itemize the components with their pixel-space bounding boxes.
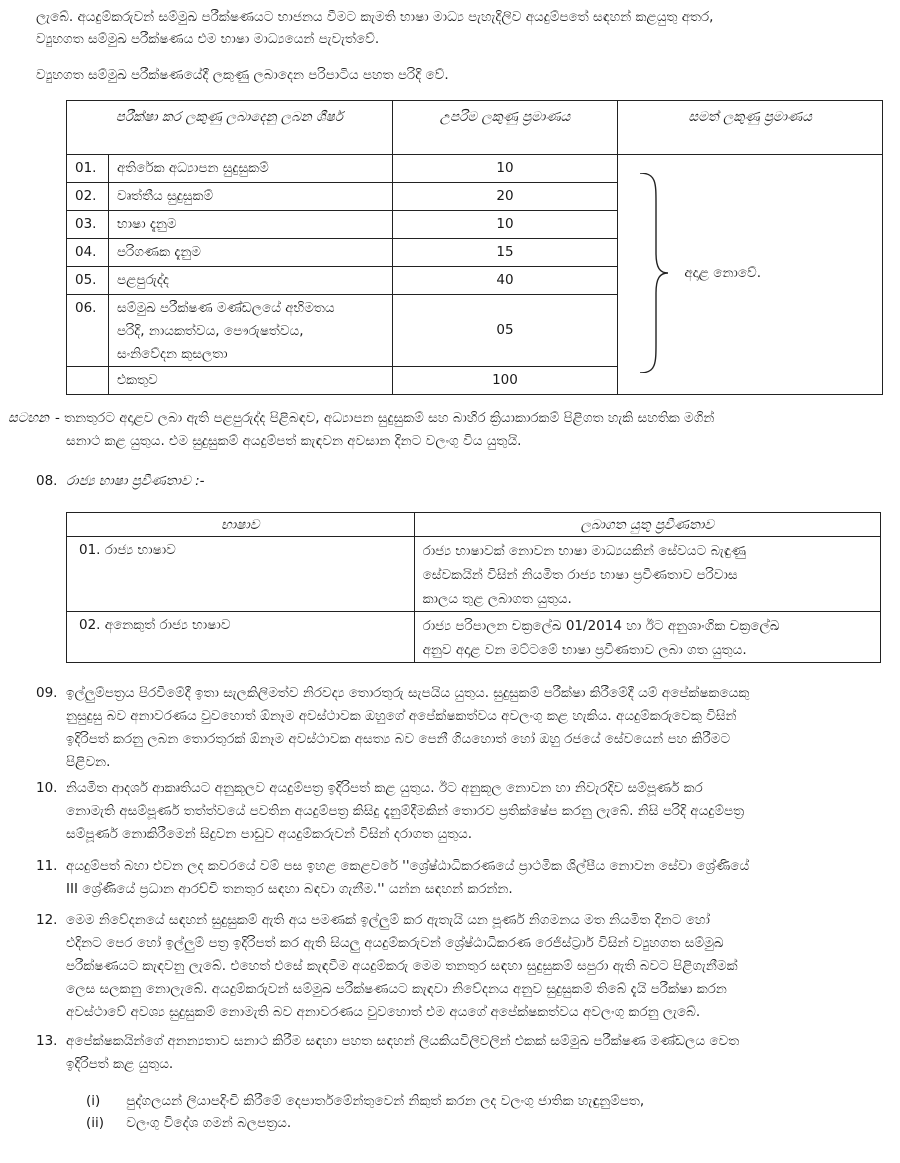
- header-pass: සමත් ලකුණු ප්‍රමාණය: [618, 101, 883, 155]
- list-item-number: (ii): [86, 1115, 105, 1131]
- header-item: පරීක්ෂා කර ලකුණු ලබාදෙනු ලබන ශීර්ෂ: [67, 101, 393, 155]
- total-no: [67, 367, 109, 395]
- section-line: නොමැති අසම්පූර්ණ තත්ත්වයේ පවතින අයදුම්පත්‍ර කිසිදු දැනුම්දීමකින් තොරව ප්‍රතික්ෂේප කරනු ලැබේ. නිසි පරිදි අයදුම්පත්‍ර: [66, 803, 745, 819]
- section-title: රාජ්‍ය භාෂා ප්‍රවීණතාව :-: [66, 473, 205, 489]
- table-header-row: [67, 101, 883, 155]
- row-item: පළපුරුද්ද: [108, 267, 392, 295]
- brace-icon: [634, 173, 674, 373]
- list-item: [86, 1110, 291, 1137]
- intro-line: ලැබේ. අයදුම්කරුවන් සම්මුඛ පරීක්ෂණයට භාජනය වීමට කැමති භාෂා මාධ්‍ය පැහැදිලිව අයදුම්පතේ සඳහන් කළයුතු අතර,: [36, 9, 714, 25]
- section-line: ඉදිරිපත් කළ යුතුය.: [66, 1056, 174, 1072]
- section-line: ලෙස සලකනු නොලැබේ. අයදුම්කරුවන් සම්මුඛ පරීක්ෂණයට කැඳවා නිවේදනය අනුව සුදුසුකම් තිබේ දැයි පරීක්ෂා කරන: [66, 981, 727, 997]
- row-item-line: සම්මුඛ පරීක්ෂණ මණ්ඩලයේ අභිමතය: [116, 300, 335, 316]
- row-max: 15: [392, 239, 618, 267]
- row-no: 05.: [67, 267, 109, 295]
- row-no: 01.: [67, 155, 109, 183]
- intro-line: ව්‍යුහගත සම්මුඛ පරීක්ෂණය එම භාෂා මාධ්‍යයෙන් පැවැත්වේ.: [36, 31, 380, 47]
- row-item: [108, 295, 392, 367]
- table-row: [67, 612, 881, 663]
- row-item: භාෂා දැනුම: [108, 211, 392, 239]
- row-proficiency-line: කාලය තුළ ලබාගත යුතුය.: [422, 591, 572, 607]
- section-number: 11.: [36, 858, 58, 874]
- row-item-line: පරිදි, නායකත්වය, පෞරුෂත්වය,: [116, 323, 304, 339]
- language-table: [66, 512, 881, 663]
- section-line: පරීක්ෂණයට කැඳවනු ලැබේ. එහෙත් එසේ කැඳවීම අයදුම්කරු මෙම තනතුර සඳහා සුදුසුකම් සපුරා ඇති බවට පිළිගැනීමක්: [66, 958, 738, 974]
- note-label: සටහන: [8, 410, 49, 426]
- row-item-line: සංනිවේදන කුසලතා: [116, 346, 228, 362]
- table-row: [67, 537, 881, 612]
- row-proficiency: [414, 612, 880, 663]
- header-max: උපරිම ලකුණු ප්‍රමාණය: [392, 101, 618, 155]
- row-max: 10: [392, 155, 618, 183]
- section-line: නුසුදුසු බව අනාවරණය වුවහොත් ඕනෑම අවස්ථාවක ඔහුගේ අපේක්ෂකත්වය අවලංගු කළ හැකිය. අයදුම්කරුවෙකු විසින්: [66, 708, 737, 724]
- row-no: 02.: [67, 183, 109, 211]
- section-line: නියමිත ආදර්ශ ආකෘතියට අනුකූලව අයදුම්පත්‍ර ඉදිරිපත් කළ යුතුය. ඊට අනුකූල නොවන හා නිවැරදිව සම්පූර්ණ කර: [66, 780, 703, 796]
- row-proficiency-line: සේවකයින් විසින් නියමිත රාජ්‍ය භාෂා ප්‍රවීණතාව පරිවාස: [422, 567, 738, 583]
- section-line: අයදුම්පත් බහා එවන ලද කවරයේ වම් පස ඉහළ කෙළවරේ ''ශ්‍රේෂ්ඨාධිකරණයේ ප්‍රාථමික ශිල්පීය නොවන සේවා ශ්‍රේණියේ: [66, 858, 750, 874]
- section-number: 08.: [36, 473, 58, 489]
- section-line: අපේක්ෂකයින්ගේ අනන්‍යතාව සනාථ කිරීම සඳහා පහත සඳහන් ලියකියවිලිවලින් එකක් සම්මුඛ පරීක්ෂණ මණ්ඩලය වෙත: [66, 1033, 740, 1049]
- note-line: - තනතුරට අදාළව ලබා ඇති පළපුරුද්ද පිළිබඳව, අධ්‍යාපන සුදුසුකම් සහ බාහිර ක්‍රියාකාරකම් පිළිගත හැකි සහතික මගින්: [55, 410, 715, 426]
- row-proficiency-line: රාජ්‍ය පරිපාලන චක්‍රලේඛ 01/2014 හා ඊට අනුශාංගික චක්‍රලේඛ: [422, 618, 780, 634]
- header-proficiency: ලබාගත යුතු ප්‍රවීණතාව: [414, 513, 880, 537]
- section-line: ඉදිරිපත් කරනු ලබන තොරතුරක් ඕනෑම අවස්ථාවක අසත්‍ය බව පෙනී ගියහොත් හෝ ඔහු රජයේ සේවයෙන් පහ කිරීමට: [66, 731, 731, 747]
- total-label: එකතුව: [108, 367, 392, 395]
- section-line: පිළිවන.: [66, 754, 111, 770]
- row-no: 03.: [67, 211, 109, 239]
- note-line: සනාථ කළ යුතුය. එම සුදුසුකම් අයදුම්පත් කැඳවන අවසාන දිනට වලංගු විය යුතුයි.: [66, 433, 522, 449]
- row-language: 02. අනෙකුත් රාජ්‍ය භාෂාව: [67, 612, 415, 663]
- row-max: 20: [392, 183, 618, 211]
- marks-table: [66, 100, 883, 395]
- section-line: අවස්ථාවේ අවශ්‍ය සුදුසුකම් නොමැති බව අනාවරණය වුවහොත් එම අයගේ අපේක්ෂකත්වය අවලංගු කරනු ලැබේ.: [66, 1004, 701, 1020]
- row-no: 06.: [67, 295, 109, 367]
- table-header-row: [67, 513, 881, 537]
- section-number: 12.: [36, 912, 58, 928]
- row-language: 01. රාජ්‍ය භාෂාව: [67, 537, 415, 612]
- list-item-number: (i): [86, 1093, 101, 1109]
- row-max: 10: [392, 211, 618, 239]
- section-number: 13.: [36, 1033, 58, 1049]
- section-line: සම්පූර්ණ නොකිරීමෙන් සිදුවන පාඩුව අයදුම්කරුවන් විසින් දරාගත යුතුය.: [66, 826, 473, 842]
- section-line: ඉල්ලුම්පත්‍රය පිරවීමේදී ඉතා සැලකිලිමත්ව නිරවද්‍ය තොරතුරු සැපයිය යුතුය. සුදුසුකම් පරීක්ෂා කිරීමේදී යම් අපේක්ෂකයෙකු: [66, 685, 750, 701]
- row-proficiency: [414, 537, 880, 612]
- intro-line: ව්‍යුහගත සම්මුඛ පරීක්ෂණයේදී ලකුණු ලබාදෙන පරිපාටිය පහත පරිදි වේ.: [36, 67, 449, 83]
- row-proficiency-line: රාජ්‍ය භාෂාවක් නොවන භාෂා මාධ්‍යයකින් සේවයට බැඳුණු: [422, 543, 746, 559]
- row-proficiency-line: අනුව අදාළ වන මට්ටමේ භාෂා ප්‍රවීණතාව ලබා ගත යුතුය.: [422, 642, 747, 658]
- row-item: පරිගණක දැනුම: [108, 239, 392, 267]
- section-line: මෙම නිවේදනයේ සඳහන් සුදුසුකම් ඇති අය පමණක් ඉල්ලුම් කර ඇතැයි යන පූර්ණ නිගමනය මත නියමිත දිනට හෝ: [66, 912, 710, 928]
- section-number: 10.: [36, 780, 58, 796]
- pass-cell: [618, 155, 883, 395]
- row-max: 05: [392, 295, 618, 367]
- total-value: 100: [392, 367, 618, 395]
- table-row: [67, 155, 883, 183]
- row-no: 04.: [67, 239, 109, 267]
- pass-note: අදාළ නොවේ.: [684, 265, 762, 281]
- row-max: 40: [392, 267, 618, 295]
- row-item: අතිරේක අධ්‍යාපන සුදුසුකම්: [108, 155, 392, 183]
- row-item: වෘත්තීය සුදුසුකම්: [108, 183, 392, 211]
- header-language: භාෂාව: [67, 513, 415, 537]
- list-item-text: වලංගු විදේශ ගමන් බලපත්‍රය.: [126, 1115, 292, 1131]
- list-item-text: පුද්ගලයන් ලියාපදිංචි කිරීමේ දෙපාර්තමේන්තුවෙන් නිකුත් කරන ලද වලංගු ජාතික හැඳුනුම්පත,: [126, 1093, 645, 1109]
- section-line: එදිනට පෙර හෝ ඉල්ලුම් පත්‍ර ඉදිරිපත් කර ඇති සියලු අයදුම්කරුවන් ශ්‍රේෂ්ඨාධිකරණ රෙජිස්ට්‍රාර් විසින් ව්‍යුහගත සම්මුඛ: [66, 935, 724, 951]
- section-line: III ශ්‍රේණියේ ප්‍රධාන ආරච්චි තනතුර සඳහා බඳවා ගැනීම.'' යන්න සඳහන් කරන්න.: [66, 881, 513, 897]
- section-number: 09.: [36, 685, 58, 701]
